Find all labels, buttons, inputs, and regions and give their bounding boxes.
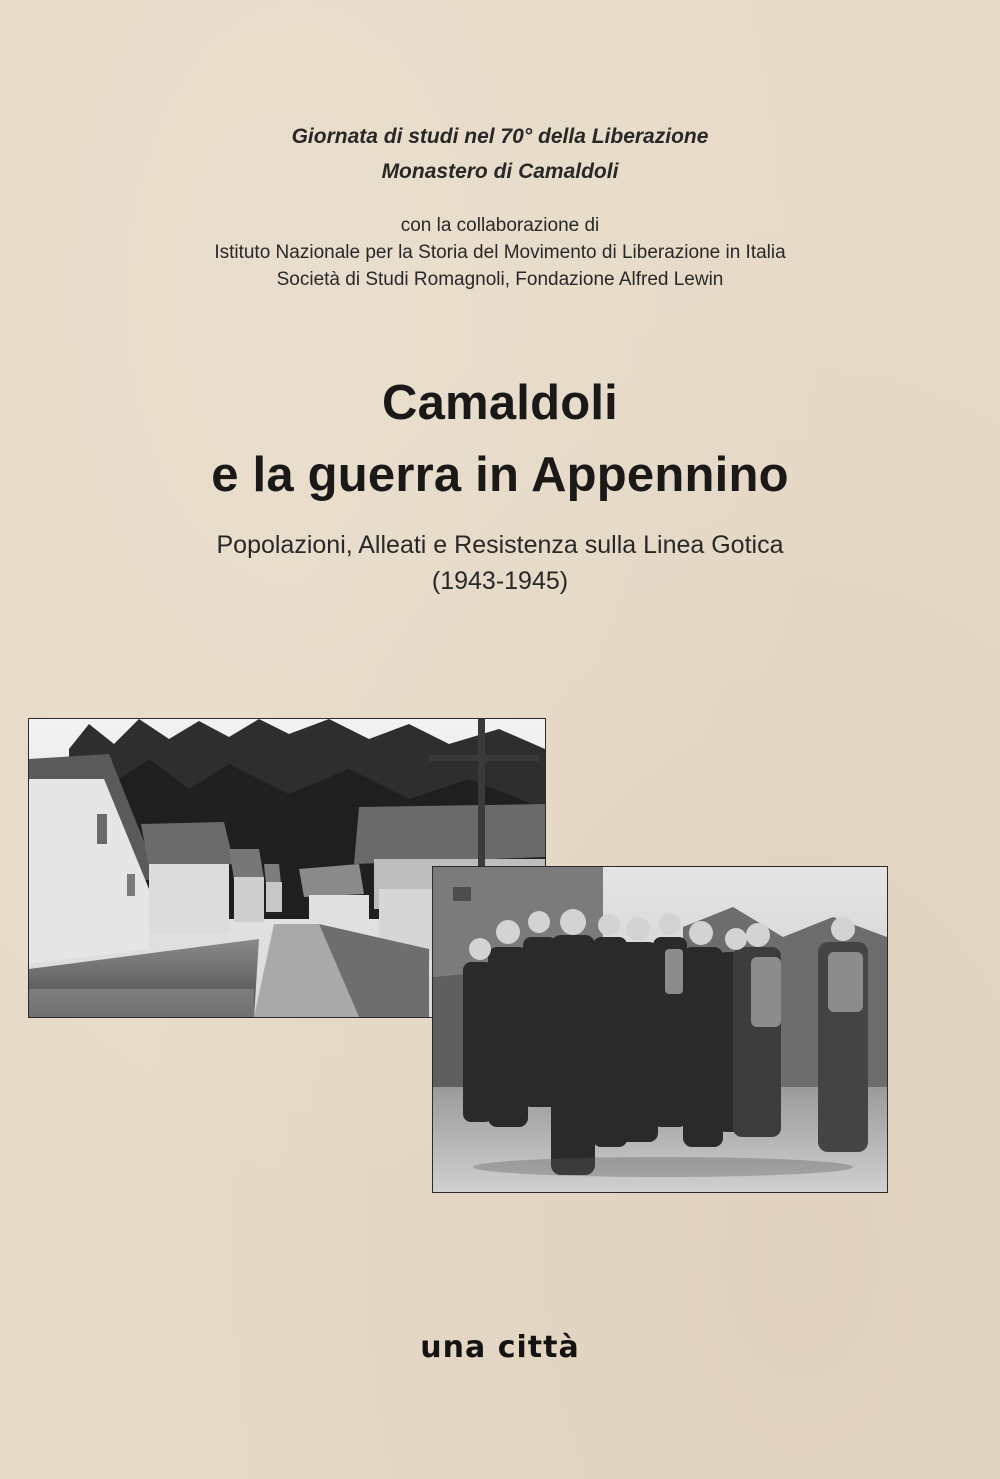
- publisher-logo: una città: [420, 1330, 580, 1365]
- title-line-2: e la guerra in Appennino: [211, 448, 789, 502]
- collaboration-intro: con la collaborazione di: [400, 215, 600, 236]
- collaboration-org-1: Istituto Nazionale per la Storia del Movimento di Liberazione in Italia: [214, 242, 786, 263]
- photo-group-of-men: [432, 866, 888, 1193]
- subtitle-line-1: Popolazioni, Alleati e Resistenza sulla Linea Gotica: [216, 531, 784, 559]
- group-of-men-image: [433, 867, 887, 1192]
- event-line-1: Giornata di studi nel 70° della Liberazione: [291, 125, 709, 148]
- event-line-2: Monastero di Camaldoli: [381, 160, 619, 183]
- collaboration-org-2: Società di Studi Romagnoli, Fondazione Alfred Lewin: [276, 269, 724, 290]
- subtitle-line-2: (1943-1945): [431, 567, 569, 595]
- title-line-1: Camaldoli: [382, 376, 618, 430]
